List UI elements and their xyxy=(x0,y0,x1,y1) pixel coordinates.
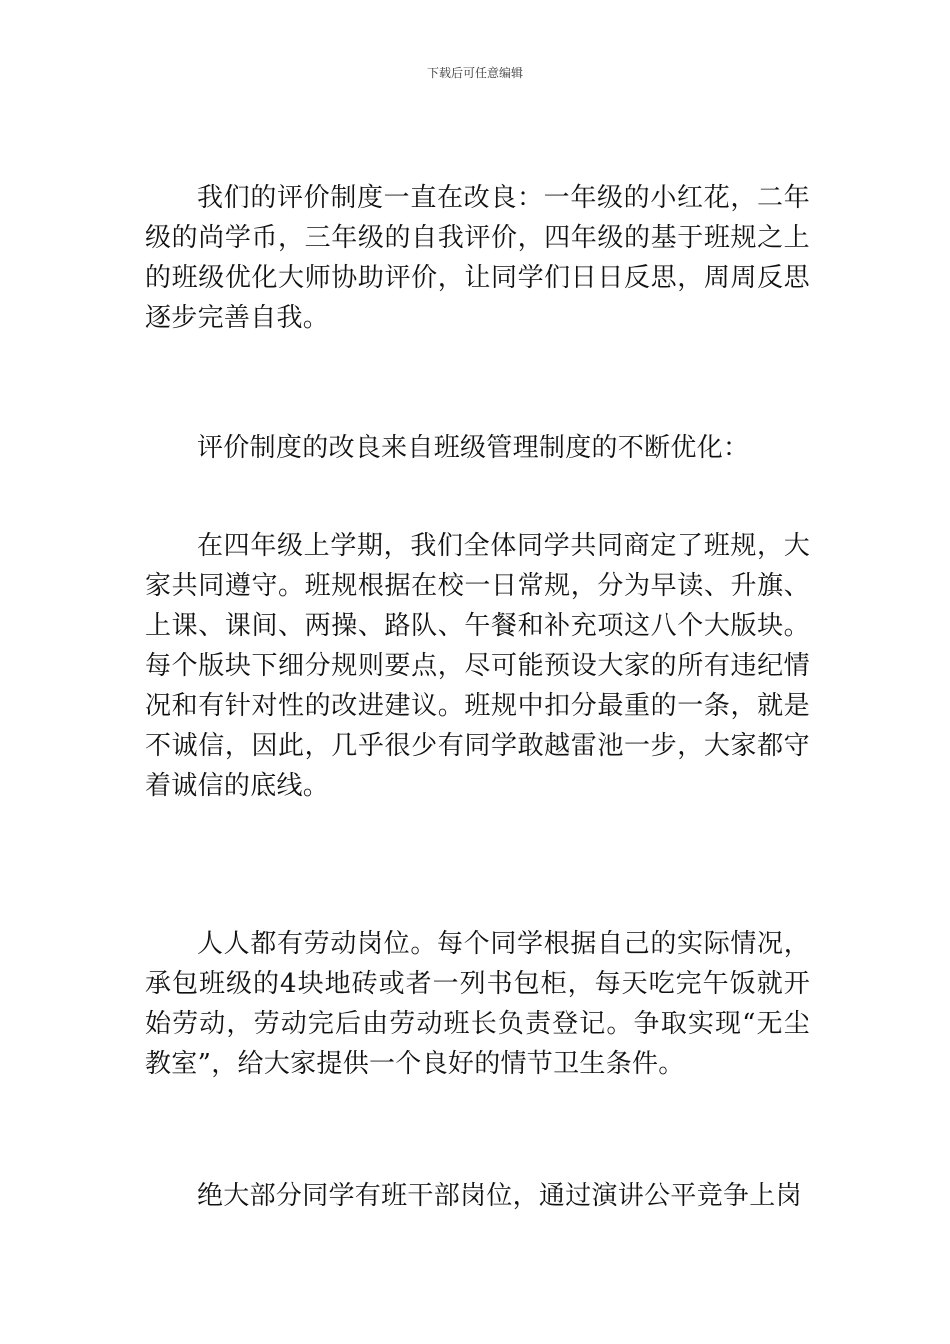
page-header: 下载后可任意编辑 xyxy=(426,66,523,80)
paragraph-evaluation-system: 我们的评价制度一直在改良：一年级的小红花，二年级的尚学币，三年级的自我评价，四年级的基于班规之上的班级优化大师协助评价，让同学们日日反思，周周反思逐步完善自我。 xyxy=(145,183,810,333)
paragraph-class-rules: 在四年级上学期，我们全体同学共同商定了班规，大家共同遵守。班规根据在校一日常规，分为早读、升旗、上课、课间、两操、路队、午餐和补充项这八个大版块。每个版块下细分规则要点，尽可能预设大家的所有违纪情况和有针对性的改进建议。班规中扣分最重的一条，就是不诚信，因此，几乎很少有同学敢越雷池一步，大家都守着诚信的底线。 xyxy=(145,531,810,801)
paragraph-labor-posts: 人人都有劳动岗位。每个同学根据自己的实际情况，承包班级的4块地砖或者一列书包柜，每天吃完午饭就开始劳动，劳动完后由劳动班长负责登记。争取实现“无尘教室”，给大家提供一个良好的情节卫生条件。 xyxy=(145,929,810,1079)
paragraph-management-optimization: 评价制度的改良来自班级管理制度的不断优化： xyxy=(197,433,750,463)
paragraph-class-cadre: 绝大部分同学有班干部岗位，通过演讲公平竞争上岗 xyxy=(197,1181,802,1211)
